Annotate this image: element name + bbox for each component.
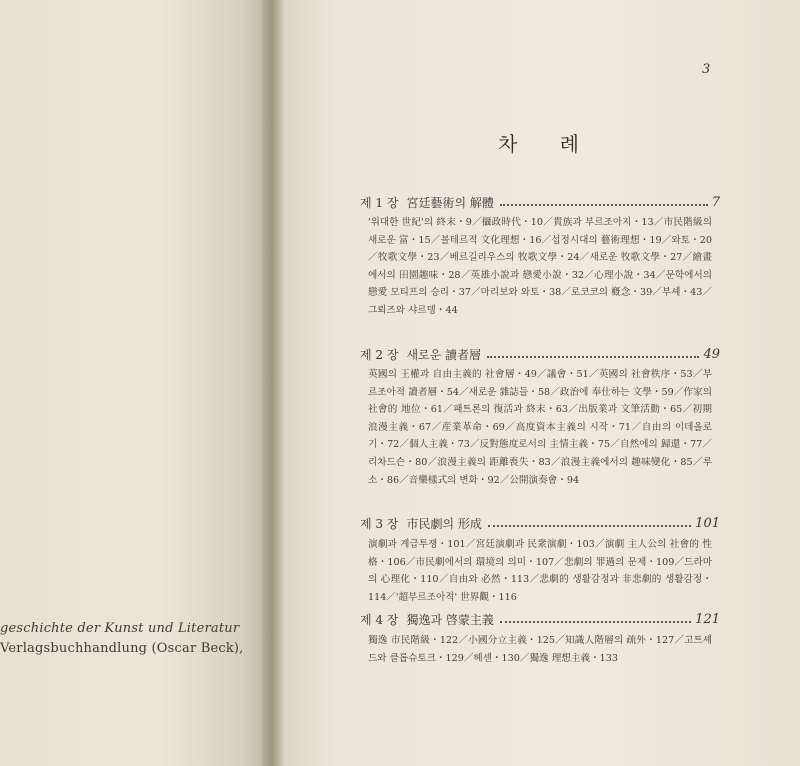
chapter-sections: 英國의 王權과 自由主義的 社會層・49／議會・51／英國의 社會秩序・53／부르조아적 讀者層・54／새로운 雜誌들・58／政治에 奉仕하는 文學・59／作家의 社會的 地位・61／패트론의 復活과 終末・63／出版業과 文筆活動・65／初期浪漫主義・67／産業革命・69／高度資本主義의 시작・71／自由의 이데올로기・72／個人主義・73／反對態度로서의 主情主義・75／自然에의 歸還・77／리차드슨・80／浪漫主義의 距離喪失・83／浪漫主義에서의 趣味變化・85／루소・86／音樂樣式의 변화・92／公開演奏會・94 — [368, 369, 712, 486]
chapter-heading — [360, 344, 720, 364]
chapter-sections: '위대한 世紀'의 終末・9／攝政時代・10／貴族과 부르조아지・13／市民階級의 새로운 富・15／볼테르적 文化理想・16／섭정시대의 藝術理想・19／와토・20／牧歌文學・23／베르길리우스의 牧歌文學・24／새로운 牧歌文學・27／繪畫에서의 田園趣味・28／英雄小說과 戀愛小說・32／心理小說・34／문학에서의 戀愛 모티프의 승리・37／마리보와 와토・38／로코코의 槪念・39／부셰・43／그뢰즈와 샤르뎅・44 — [368, 217, 712, 316]
left-page-text-line: Verlagsbuchhandlung (Oscar Beck), — [0, 641, 244, 656]
toc-title: 차 례 — [498, 132, 597, 156]
chapter-title: 市民劇의 形成 — [406, 516, 482, 531]
chapter-title: 宮廷藝術의 解體 — [406, 195, 494, 210]
dot-leader — [500, 615, 691, 623]
chapter-page: 101 — [695, 515, 720, 531]
chapter-heading — [360, 513, 720, 533]
chapter-title: 獨逸과 啓蒙主義 — [406, 612, 494, 627]
chapter-heading — [360, 192, 720, 212]
chapter-page: 49 — [703, 346, 720, 362]
book-gutter — [262, 0, 284, 766]
chapter-sections: 獨逸 市民階級・122／小國分立主義・125／知識人階層의 疏外・127／고트셰드와 클롭슈토크・129／헤센・130／獨逸 理想主義・133 — [368, 635, 712, 664]
chapter-title: 새로운 讀者層 — [406, 347, 482, 362]
page-number: 3 — [702, 62, 711, 77]
left-page — [0, 0, 268, 766]
dot-leader — [488, 519, 691, 527]
chapter-number: 제 4 장 — [360, 612, 399, 627]
dot-leader — [500, 198, 708, 206]
left-page-text-line: geschichte der Kunst und Literatur — [0, 621, 240, 636]
chapter-heading — [360, 609, 720, 629]
chapter-page: 7 — [711, 194, 720, 210]
chapter-sections: 演劇과 계급투쟁・101／宮廷演劇과 民衆演劇・103／演劇 主人公의 社會的 性格・106／市民劇에서의 環境의 의미・107／悲劇의 罪過의 문제・109／드라마의 心理化・110／自由와 必然・113／悲劇的 생활감정과 非悲劇的 생활감정・114／'超부르조아적' 世界觀・116 — [368, 539, 712, 603]
dot-leader — [487, 350, 699, 358]
chapter-page: 121 — [695, 611, 720, 627]
chapter-number: 제 1 장 — [360, 195, 399, 210]
chapter-number: 제 3 장 — [360, 516, 399, 531]
chapter-number: 제 2 장 — [360, 347, 399, 362]
